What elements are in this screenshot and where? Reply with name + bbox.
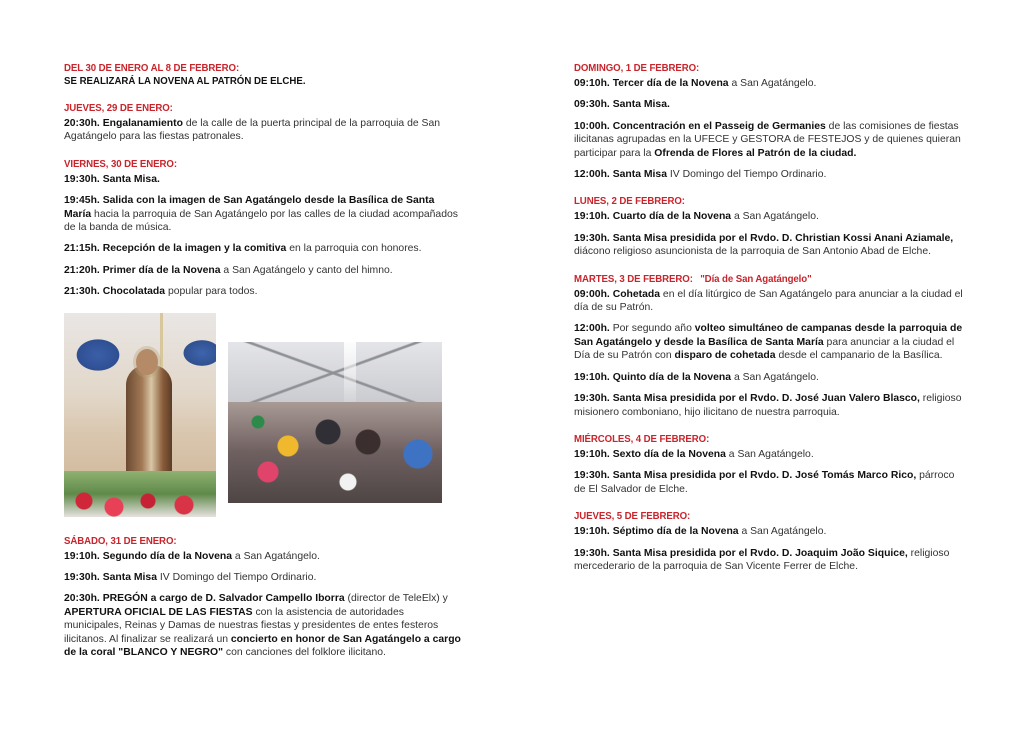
event-time: 21:20h. [64, 264, 103, 276]
event-highlight: PREGÓN a cargo de D. Salvador Campello Iborra [102, 593, 345, 605]
day-title-text: MARTES, 3 DE FEBRERO: [574, 272, 693, 285]
event-text: desde el campanario de la Basílica. [775, 350, 943, 362]
event-time: 19:10h. [574, 448, 613, 460]
event-time: 09:00h. [574, 288, 613, 300]
event-highlight: Ofrenda de Flores al Patrón de la ciudad. [654, 147, 857, 159]
event-text: en el día litúrgico de San Agatángelo para anunciar a la ciudad el día de su Patrón. [574, 288, 963, 314]
event-item [64, 571, 464, 584]
event-text: con la asistencia de autoridades municipales, Reinas y Damas de nuestras fiestas y presidentes de entes festeros ilicitanos. Al finalizar se realizará un [64, 606, 439, 645]
event-time: 09:10h. [574, 78, 613, 89]
event-highlight: Segundo día de la Novena [102, 550, 233, 562]
statue-photo [64, 313, 216, 517]
intro-subtitle: SE REALIZARÁ LA NOVENA AL PATRÓN DE ELCHE. [64, 75, 306, 87]
event-item [64, 285, 464, 298]
event-time: 19:10h. [574, 526, 613, 538]
event-text: popular para todos. [165, 286, 258, 298]
event-time: 19:10h. [574, 371, 613, 383]
event-time: 19:30h. [64, 572, 103, 584]
event-item [64, 117, 464, 144]
event-time: 21:15h. [64, 243, 103, 255]
event-item [574, 525, 964, 538]
event-time: 12:00h. [574, 323, 613, 335]
event-time: 19:30h. [574, 547, 613, 559]
day-section [574, 433, 964, 496]
day-section [64, 535, 464, 660]
event-text: párroco de El Salvador de Elche. [574, 470, 955, 495]
event-highlight: Recepción de la imagen y la comitiva [102, 243, 287, 255]
event-highlight: Chocolatada [102, 286, 166, 298]
event-item [574, 232, 964, 259]
event-highlight: Salida con la imagen de San Agatángelo desde la Basílica de Santa María [64, 195, 435, 220]
event-highlight: Concentración en el Passeig de Germanies [612, 120, 826, 132]
statue-head [136, 349, 158, 375]
crowd [228, 402, 442, 503]
event-text: IV Domingo del Tiempo Ordinario. [157, 572, 317, 584]
event-highlight: Sexto día de la Novena [612, 448, 726, 460]
event-text: en la parroquia con honores. [286, 243, 422, 255]
day-section [64, 102, 464, 144]
event-item [574, 448, 964, 461]
event-item [574, 547, 964, 574]
day-title: MIÉRCOLES, 4 DE FEBRERO: [574, 432, 710, 445]
event-text: a San Agatángelo y canto del himno. [220, 264, 393, 276]
event-highlight: Santa Misa presidida por el Rvdo. D. Christian Kossi Anani Aziamale, [612, 232, 954, 244]
day-title: JUEVES, 29 DE ENERO: [64, 102, 173, 114]
day-subtitle: "Día de San Agatángelo" [700, 272, 812, 285]
event-text: Por segundo año [612, 323, 695, 335]
event-highlight: Santa Misa [102, 572, 157, 584]
event-highlight: Primer día de la Novena [102, 264, 221, 276]
event-time: 19:45h. [64, 195, 103, 207]
day-title: VIERNES, 30 DE ENERO: [64, 157, 177, 170]
event-highlight: APERTURA OFICIAL DE LAS FIESTAS [64, 606, 253, 618]
event-highlight: Santa Misa presidida por el Rvdo. D. José Juan Valero Blasco, [612, 393, 920, 405]
event-time: 19:30h. [574, 393, 613, 405]
event-time: 20:30h. [64, 593, 103, 605]
event-item [574, 371, 964, 384]
event-text: diácono religioso asuncionista de la parroquia de San Antonio Abad de Elche. [574, 246, 931, 258]
photo-row [64, 313, 464, 525]
event-item [574, 392, 964, 419]
event-time: 19:30h. [574, 232, 613, 244]
event-highlight: disparo de cohetada [674, 350, 776, 362]
left-column [64, 62, 464, 674]
tent-photo [228, 342, 442, 503]
day-title: DOMINGO, 1 DE FEBRERO: [574, 62, 700, 74]
event-item [574, 322, 964, 362]
event-item [574, 288, 964, 315]
event-text: religioso misionero comboniano, hijo ilicitano de nuestra parroquia. [574, 393, 962, 418]
event-item [574, 168, 964, 181]
day-title: JUEVES, 5 DE FEBRERO: [574, 510, 691, 523]
event-time: 19:30h. [574, 470, 613, 482]
flowers [64, 471, 216, 517]
pregon-event [64, 592, 464, 659]
event-text: de la calle de la puerta principal de la parroquia de San Agatángelo para las fiestas patronales. [64, 118, 441, 143]
event-text: a San Agatángelo. [232, 550, 320, 562]
event-highlight: Engalanamiento [102, 118, 183, 129]
event-text: hacia la parroquia de San Agatángelo por las calles de la ciudad acompañados de la banda de música. [64, 208, 458, 234]
event-time: 09:30h. [574, 99, 613, 111]
event-time: 19:10h. [64, 550, 103, 562]
event-time: 12:00h. [574, 169, 613, 181]
right-column [574, 62, 964, 587]
event-text: religioso mercederario de la parroquia de San Vicente Ferrer de Elche. [574, 547, 950, 572]
tent-roof [228, 342, 442, 404]
event-text: a San Agatángelo. [731, 371, 819, 383]
day-section [574, 510, 964, 573]
event-highlight: concierto en honor de San Agatángelo a cargo de la coral "BLANCO Y NEGRO" [64, 633, 461, 659]
event-item [574, 469, 964, 496]
event-time: 19:30h. [64, 173, 103, 185]
event-highlight: Santa Misa presidida por el Rvdo. D. José Tomás Marco Rico, [612, 470, 917, 482]
event-item [574, 210, 964, 223]
event-item [64, 242, 464, 255]
event-item [574, 120, 964, 160]
day-section [574, 273, 964, 419]
event-text: a San Agatángelo. [738, 526, 827, 538]
event-item [64, 550, 464, 563]
event-time: 21:30h. [64, 286, 103, 298]
day-title: SÁBADO, 31 DE ENERO: [64, 534, 177, 547]
event-item [64, 194, 464, 234]
event-highlight: volteo simultáneo de campanas desde la parroquia de San Agatángelo y desde la Basílica de Santa María [574, 323, 963, 348]
intro-title: DEL 30 DE ENERO AL 8 DE FEBRERO: [64, 62, 240, 74]
event-highlight: Séptimo día de la Novena [612, 526, 739, 538]
event-item [64, 264, 464, 277]
event-highlight: Santa Misa. [102, 173, 160, 185]
event-highlight: Tercer día de la Novena [612, 78, 729, 89]
event-text: (director de TeleElx) y [344, 593, 448, 605]
event-item [574, 77, 964, 90]
event-item [574, 98, 964, 111]
event-highlight: Quinto día de la Novena [612, 371, 732, 383]
event-text: IV Domingo del Tiempo Ordinario. [667, 169, 827, 181]
event-highlight: Santa Misa [612, 169, 667, 181]
event-item [64, 173, 464, 186]
day-section [574, 62, 964, 181]
event-time: 19:10h. [574, 211, 613, 223]
event-text: con canciones del folklore ilicitano. [223, 647, 386, 659]
day-section [64, 158, 464, 299]
event-time: 10:00h. [574, 120, 613, 132]
event-text: a San Agatángelo. [731, 211, 819, 223]
day-title [574, 273, 933, 286]
event-highlight: Cuarto día de la Novena [612, 211, 732, 223]
event-text: a San Agatángelo. [725, 448, 814, 460]
day-title: LUNES, 2 DE FEBRERO: [574, 195, 685, 208]
event-highlight: Santa Misa presidida por el Rvdo. D. Joaquim João Siquice, [612, 547, 908, 559]
event-highlight: Cohetada [612, 288, 661, 300]
event-time: 20:30h. [64, 118, 103, 129]
event-text: para anunciar a la ciudad el Día de su Patrón con [574, 336, 955, 362]
day-section [574, 195, 964, 258]
event-text: a San Agatángelo. [728, 78, 817, 89]
event-highlight: Santa Misa. [612, 99, 670, 111]
event-text: de las comisiones de fiestas ilicitanas agrupadas en la UFECE y GESTORA de FESTEJOS y de quienes quieran participar para la [574, 120, 961, 159]
